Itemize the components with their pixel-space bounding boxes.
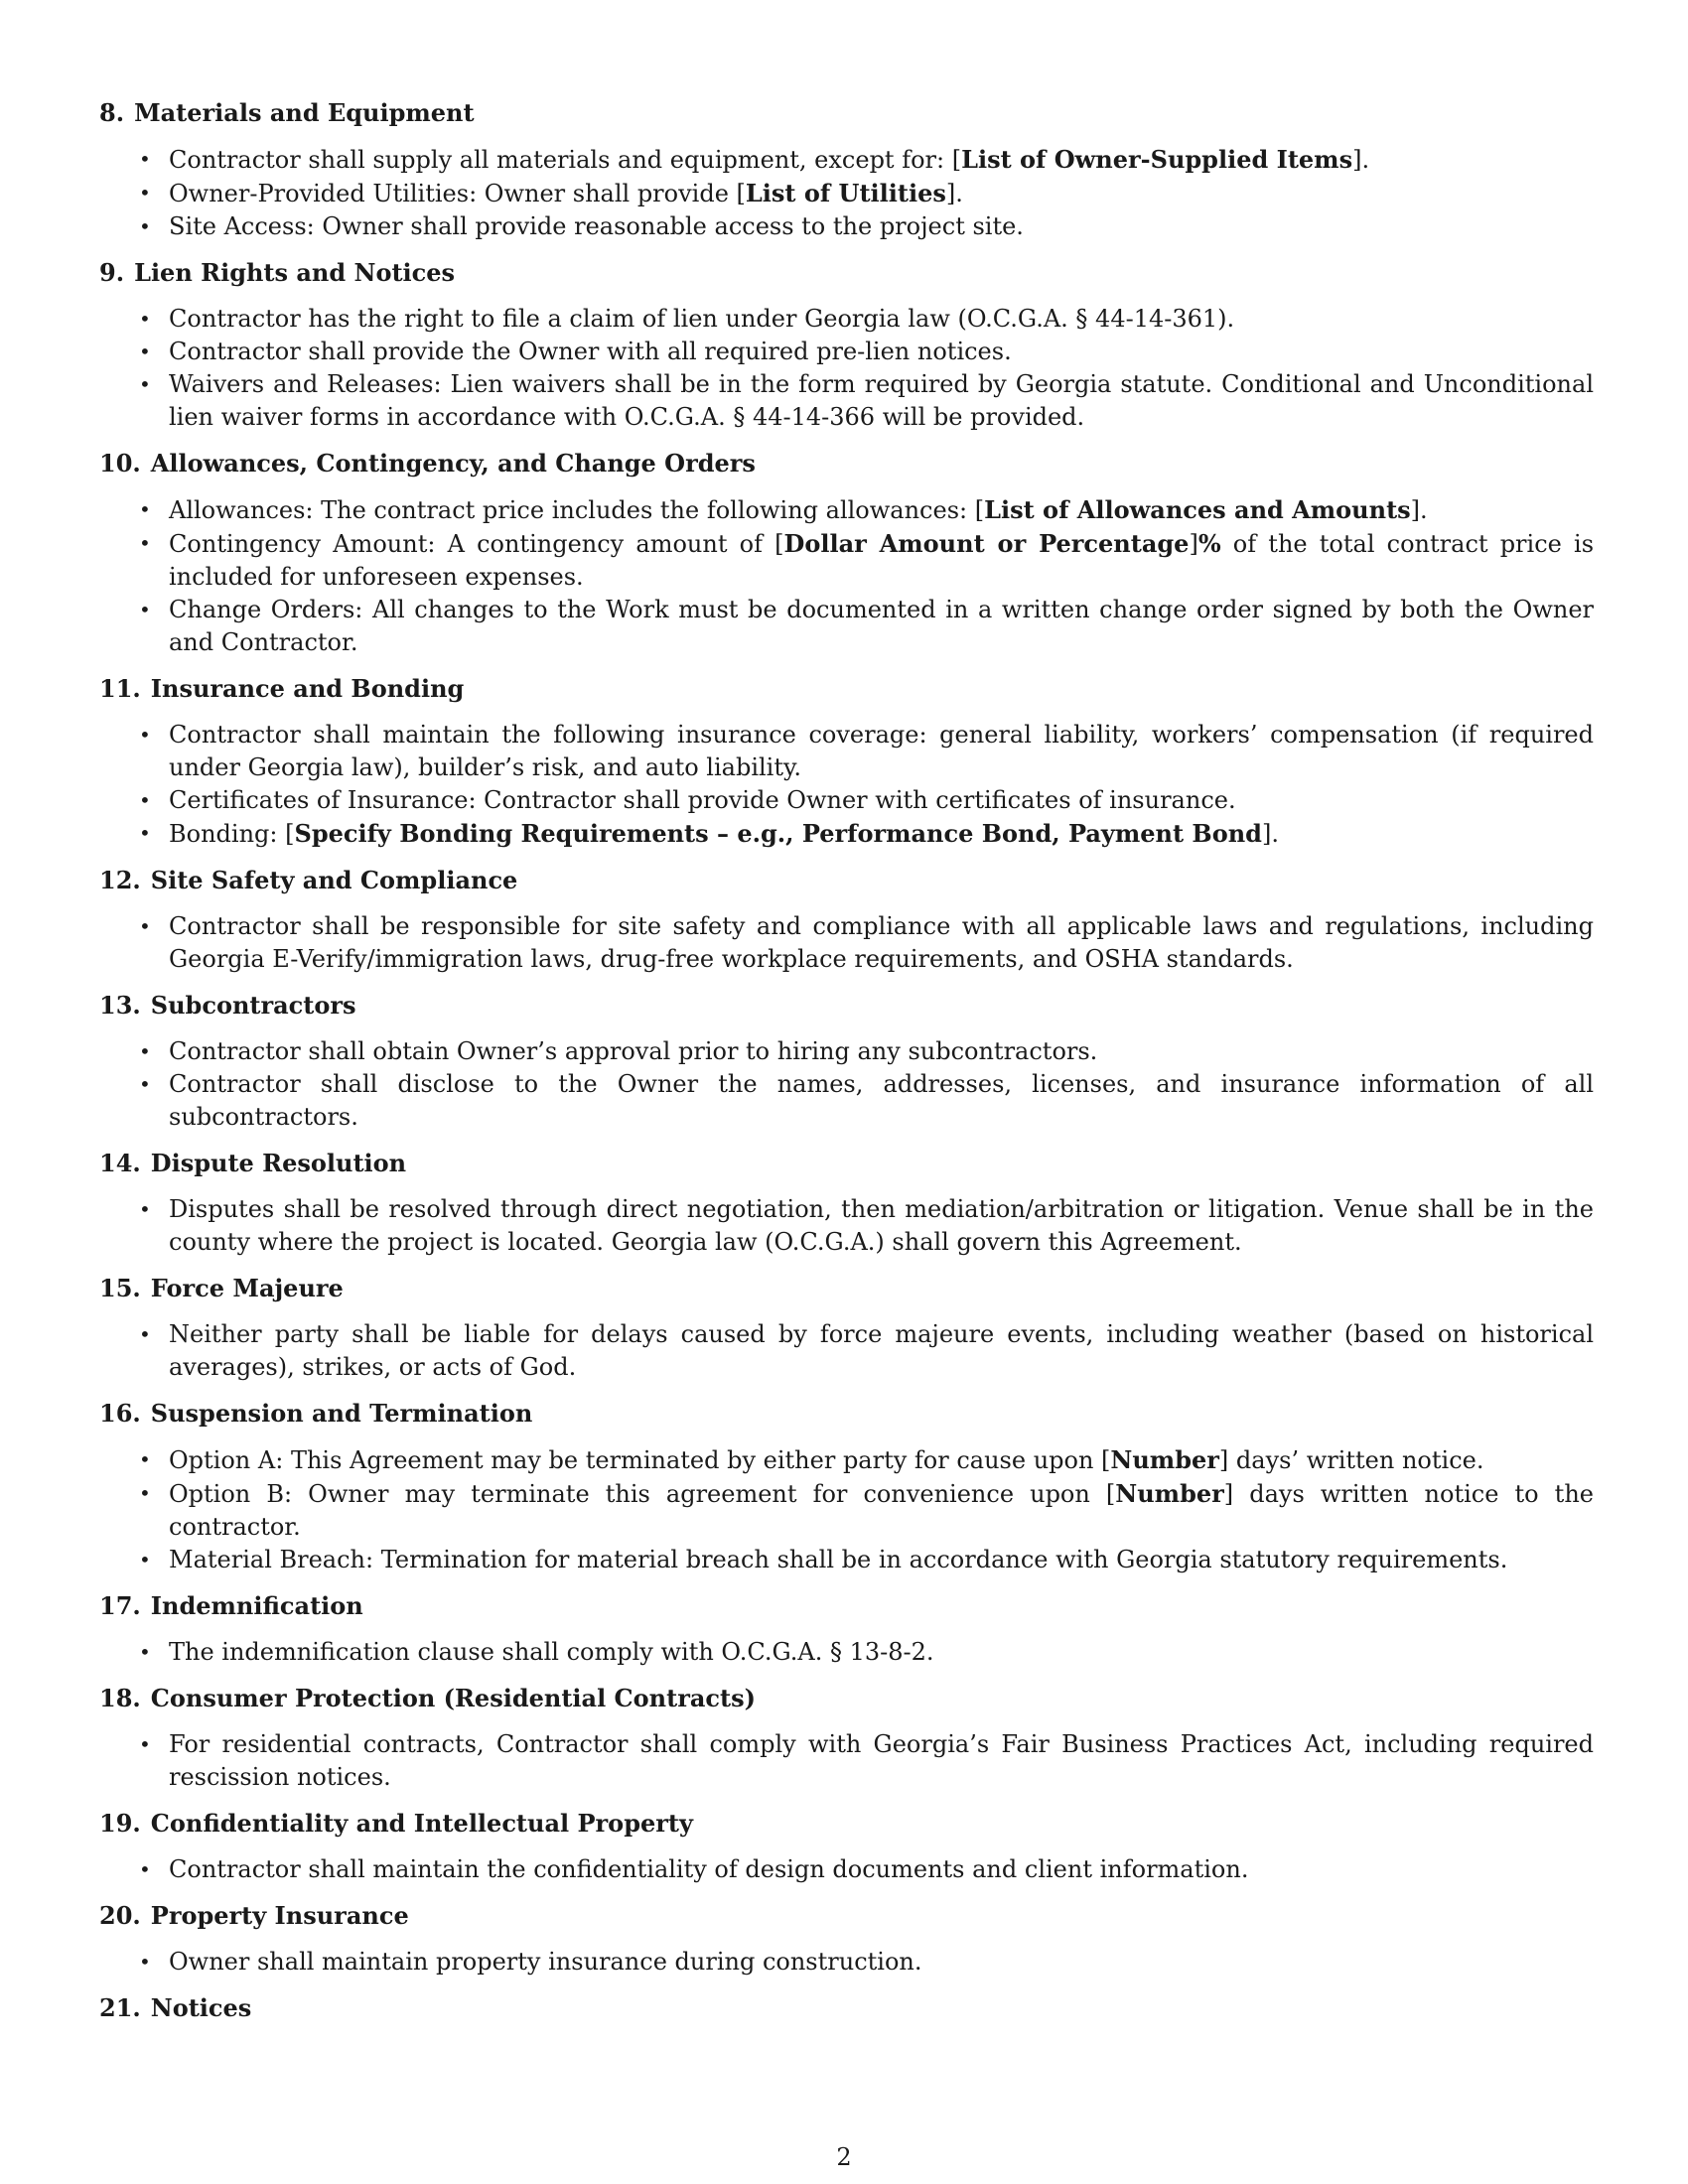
bullet-icon: • (139, 372, 151, 396)
section-number: 17. (99, 1591, 141, 1620)
bullet-icon: • (139, 1039, 151, 1063)
bullet-icon: • (139, 821, 151, 845)
list-item (99, 910, 1594, 976)
item-text: Contractor shall maintain the following insurance coverage: general liability, workers’ compensation (if required under Georgia law), builder’s risk, and auto liability. (169, 721, 1594, 781)
bullet-icon: • (139, 340, 151, 363)
section-heading (99, 1398, 1594, 1430)
item-text: Contingency Amount: A contingency amount of [ (169, 530, 784, 558)
list-item (99, 784, 1594, 817)
item-text: ] (1189, 530, 1198, 558)
placeholder-text: List of Owner-Supplied Items (961, 145, 1353, 174)
item-text: Contractor shall disclose to the Owner the names, addresses, licenses, and insurance information of all subcontractors. (169, 1070, 1594, 1131)
section-number: 18. (99, 1684, 141, 1712)
item-text: Waivers and Releases: Lien waivers shall be in the form required by Georgia statute. Conditional and Unconditional lien waiver forms in accordance with O.C.G.A. § 44-14-366 will be provided. (169, 370, 1594, 431)
item-text: ]. (945, 180, 963, 207)
bullet-list (99, 303, 1594, 434)
section-heading (99, 1273, 1594, 1304)
section-heading (99, 257, 1594, 289)
item-text: ] days written notice to the contractor. (169, 1480, 1594, 1541)
bullet-list (99, 719, 1594, 851)
section-heading (99, 1683, 1594, 1714)
list-item (99, 1318, 1594, 1384)
bullet-list (99, 1728, 1594, 1794)
list-item (99, 1477, 1594, 1544)
section-title: Allowances, Contingency, and Change Orders (150, 449, 756, 478)
section-heading (99, 673, 1594, 705)
section-number: 19. (99, 1809, 141, 1838)
section-number: 13. (99, 991, 141, 1020)
bullet-icon: • (139, 1197, 151, 1221)
list-item (99, 1544, 1594, 1576)
section-10 (99, 448, 1594, 659)
list-item (99, 368, 1594, 434)
section-21 (99, 1992, 1594, 2024)
item-text: Contractor shall obtain Owner’s approval prior to hiring any subcontractors. (169, 1037, 1098, 1065)
item-text: Disputes shall be resolved through direct negotiation, then mediation/arbitration or litigation. Venue shall be in the county where the project is located. Georgia law (O.C.G.A.) shall govern this Agreement. (169, 1195, 1594, 1256)
bullet-icon: • (139, 1481, 151, 1505)
section-heading (99, 1148, 1594, 1179)
bullet-list (99, 1035, 1594, 1134)
placeholder-text: List of Utilities (745, 179, 946, 207)
section-heading (99, 1992, 1594, 2024)
bullet-list (99, 1318, 1594, 1384)
list-item (99, 719, 1594, 784)
item-text: Owner shall maintain property insurance during construction. (169, 1948, 922, 1976)
section-number: 11. (99, 674, 141, 703)
list-item (99, 527, 1594, 594)
section-title: Notices (150, 1993, 252, 2022)
section-number: 8. (99, 98, 125, 127)
list-item (99, 1443, 1594, 1477)
item-text: ]. (1261, 820, 1279, 848)
placeholder-text: Specify Bonding Requirements – e.g., Performance Bond, Payment Bond (294, 819, 1262, 848)
section-heading (99, 990, 1594, 1022)
item-text: ]. (1352, 146, 1370, 174)
section-number: 9. (99, 258, 125, 287)
bullet-icon: • (139, 181, 151, 205)
section-title: Suspension and Termination (150, 1399, 533, 1428)
section-title: Materials and Equipment (134, 98, 475, 127)
section-15 (99, 1273, 1594, 1384)
page-number: 2 (836, 2143, 852, 2171)
placeholder-text: Number (1115, 1479, 1224, 1508)
item-text: Option B: Owner may terminate this agreement for convenience upon [ (169, 1480, 1116, 1508)
list-item (99, 1193, 1594, 1259)
bullet-icon: • (139, 497, 151, 521)
section-number: 15. (99, 1274, 141, 1302)
document-page (99, 97, 1594, 2038)
section-title: Subcontractors (150, 991, 356, 1020)
section-8 (99, 97, 1594, 243)
section-title: Site Safety and Compliance (150, 866, 518, 894)
section-heading (99, 1808, 1594, 1840)
bullet-icon: • (139, 1072, 151, 1096)
list-item (99, 336, 1594, 368)
bullet-list (99, 1853, 1594, 1886)
bullet-list (99, 143, 1594, 243)
item-text: of the total contract price is included for unforeseen expenses. (169, 530, 1595, 591)
section-title: Force Majeure (150, 1274, 344, 1302)
item-text: Contractor shall be responsible for site safety and compliance with all applicable laws and regulations, including Georgia E-Verify/immigration laws, drug-free workplace requirements, and OSHA standards. (169, 912, 1594, 973)
item-text: Site Access: Owner shall provide reasonable access to the project site. (169, 212, 1024, 240)
list-item (99, 1728, 1594, 1794)
section-20 (99, 1900, 1594, 1979)
bullet-icon: • (139, 1447, 151, 1471)
section-number: 16. (99, 1399, 141, 1428)
section-heading (99, 448, 1594, 479)
list-item (99, 1636, 1594, 1669)
item-text: Allowances: The contract price includes the following allowances: [ (169, 496, 985, 524)
list-item (99, 1946, 1594, 1979)
item-text: Material Breach: Termination for material breach shall be in accordance with Georgia statutory requirements. (169, 1546, 1508, 1573)
list-item (99, 1068, 1594, 1134)
placeholder-text: % (1197, 529, 1221, 558)
section-16 (99, 1398, 1594, 1576)
section-heading (99, 865, 1594, 896)
bullet-list (99, 1193, 1594, 1259)
section-number: 12. (99, 866, 141, 894)
section-18 (99, 1683, 1594, 1794)
list-item (99, 210, 1594, 243)
item-text: Option A: This Agreement may be terminated by either party for cause upon [ (169, 1446, 1111, 1474)
item-text: Contractor shall supply all materials and equipment, except for: [ (169, 146, 962, 174)
section-13 (99, 990, 1594, 1134)
section-number: 21. (99, 1993, 141, 2022)
list-item (99, 594, 1594, 659)
item-text: Neither party shall be liable for delays caused by force majeure events, including weather (based on historical averages), strikes, or acts of God. (169, 1320, 1594, 1381)
list-item (99, 303, 1594, 336)
section-title: Property Insurance (150, 1901, 409, 1930)
bullet-icon: • (139, 214, 151, 238)
item-text: Certificates of Insurance: Contractor shall provide Owner with certificates of insurance. (169, 786, 1236, 814)
section-number: 14. (99, 1149, 141, 1177)
bullet-icon: • (139, 1857, 151, 1881)
bullet-list (99, 1946, 1594, 1979)
section-heading (99, 1590, 1594, 1622)
item-text: Contractor has the right to file a claim of lien under Georgia law (O.C.G.A. § 44-14-361). (169, 305, 1235, 333)
section-heading (99, 97, 1594, 129)
item-text: The indemnification clause shall comply with O.C.G.A. § 13-8-2. (169, 1638, 934, 1666)
item-text: ]. (1410, 496, 1428, 524)
item-text: Contractor shall maintain the confidentiality of design documents and client information. (169, 1855, 1249, 1883)
bullet-icon: • (139, 147, 151, 171)
item-text: Change Orders: All changes to the Work must be documented in a written change order signed by both the Owner and Contractor. (169, 596, 1594, 656)
section-number: 20. (99, 1901, 141, 1930)
bullet-list (99, 1443, 1594, 1576)
bullet-icon: • (139, 723, 151, 747)
bullet-icon: • (139, 1640, 151, 1664)
bullet-icon: • (139, 1322, 151, 1346)
bullet-icon: • (139, 531, 151, 555)
section-9 (99, 257, 1594, 434)
bullet-list (99, 1636, 1594, 1669)
section-title: Confidentiality and Intellectual Property (150, 1809, 693, 1838)
item-text: For residential contracts, Contractor shall comply with Georgia’s Fair Business Practices Act, including required rescission notices. (169, 1730, 1594, 1791)
list-item (99, 1035, 1594, 1068)
bullet-icon: • (139, 1950, 151, 1974)
section-title: Dispute Resolution (150, 1149, 407, 1177)
placeholder-text: Number (1110, 1445, 1219, 1474)
section-title: Lien Rights and Notices (134, 258, 456, 287)
item-text: ] days’ written notice. (1218, 1446, 1484, 1474)
bullet-icon: • (139, 598, 151, 621)
list-item (99, 1853, 1594, 1886)
placeholder-text: Dollar Amount or Percentage (783, 529, 1190, 558)
item-text: Bonding: [ (169, 820, 295, 848)
section-11 (99, 673, 1594, 851)
list-item (99, 177, 1594, 210)
section-title: Insurance and Bonding (150, 674, 465, 703)
list-item (99, 143, 1594, 177)
placeholder-text: List of Allowances and Amounts (984, 495, 1411, 524)
bullet-list (99, 493, 1594, 659)
section-17 (99, 1590, 1594, 1669)
section-19 (99, 1808, 1594, 1886)
section-title: Consumer Protection (Residential Contracts) (150, 1684, 756, 1712)
bullet-icon: • (139, 914, 151, 938)
bullet-icon: • (139, 307, 151, 331)
bullet-icon: • (139, 788, 151, 812)
section-heading (99, 1900, 1594, 1932)
section-14 (99, 1148, 1594, 1259)
section-number: 10. (99, 449, 141, 478)
bullet-icon: • (139, 1732, 151, 1756)
bullet-icon: • (139, 1548, 151, 1571)
bullet-list (99, 910, 1594, 976)
section-12 (99, 865, 1594, 976)
section-title: Indemnification (150, 1591, 363, 1620)
item-text: Contractor shall provide the Owner with all required pre-lien notices. (169, 338, 1012, 365)
list-item (99, 493, 1594, 527)
item-text: Owner-Provided Utilities: Owner shall provide [ (169, 180, 746, 207)
list-item (99, 817, 1594, 851)
